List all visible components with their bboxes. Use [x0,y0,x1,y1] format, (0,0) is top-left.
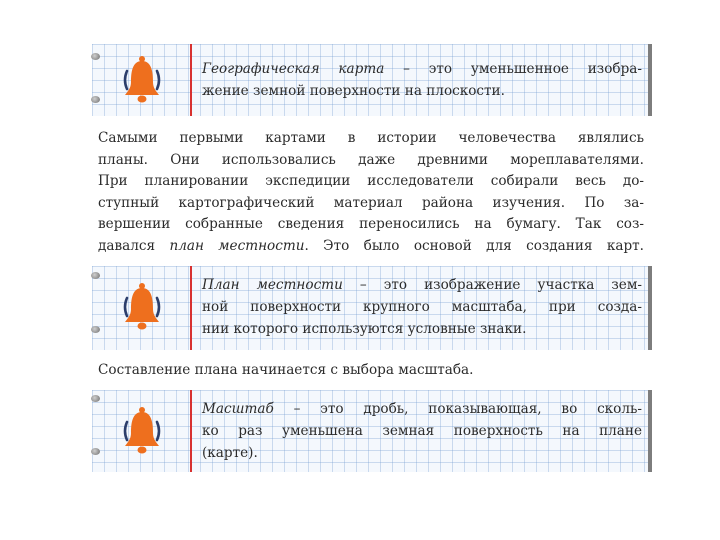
definition-box-geographic-map [92,44,652,116]
binder-hole [91,53,100,60]
margin-line [190,390,192,472]
definition-text: Масштаб – это дробь, показывающая, во сколь- ко раз уменьшена земная поверхность на плане (карте). [202,401,642,461]
definition-text: План местности – это изображение участка зем- ной поверхности крупного масштаба, при созда- нии которого используются условные знаки. [202,277,642,337]
definition-box-scale [92,390,652,472]
definition-term: Масштаб [202,401,274,417]
binder-hole [91,448,100,455]
binder-hole [91,272,100,279]
paragraph-plan-scale: Составление плана начинается с выбора масштаба. [98,362,474,378]
italic-term: план местности [169,237,305,254]
margin-line [190,44,192,116]
definition-box-site-plan [92,266,652,350]
definition-text: Географическая карта – это уменьшенное изобра- жение земной поверхности на плоскости. [202,61,642,99]
definition-term: План местности [202,277,343,293]
bell-icon [114,282,170,332]
bell-icon [114,406,170,456]
paragraph-maps-history: Самыми первыми картами в истории человечества являлись планы. Они использовались даже древними мореплавателями. При планировании экспедиции исследователи собирали весь до- ступный картографический материал района изучения. По за- вершении собранные сведения переносились на бумагу. Так соз- давался план местности. Это было основой для создания карт. [98,130,644,254]
binder-hole [91,96,100,103]
definition-term: Географическая карта [202,61,385,77]
binder-hole [91,395,100,402]
margin-line [190,266,192,350]
bell-icon [114,55,170,105]
binder-hole [91,326,100,333]
